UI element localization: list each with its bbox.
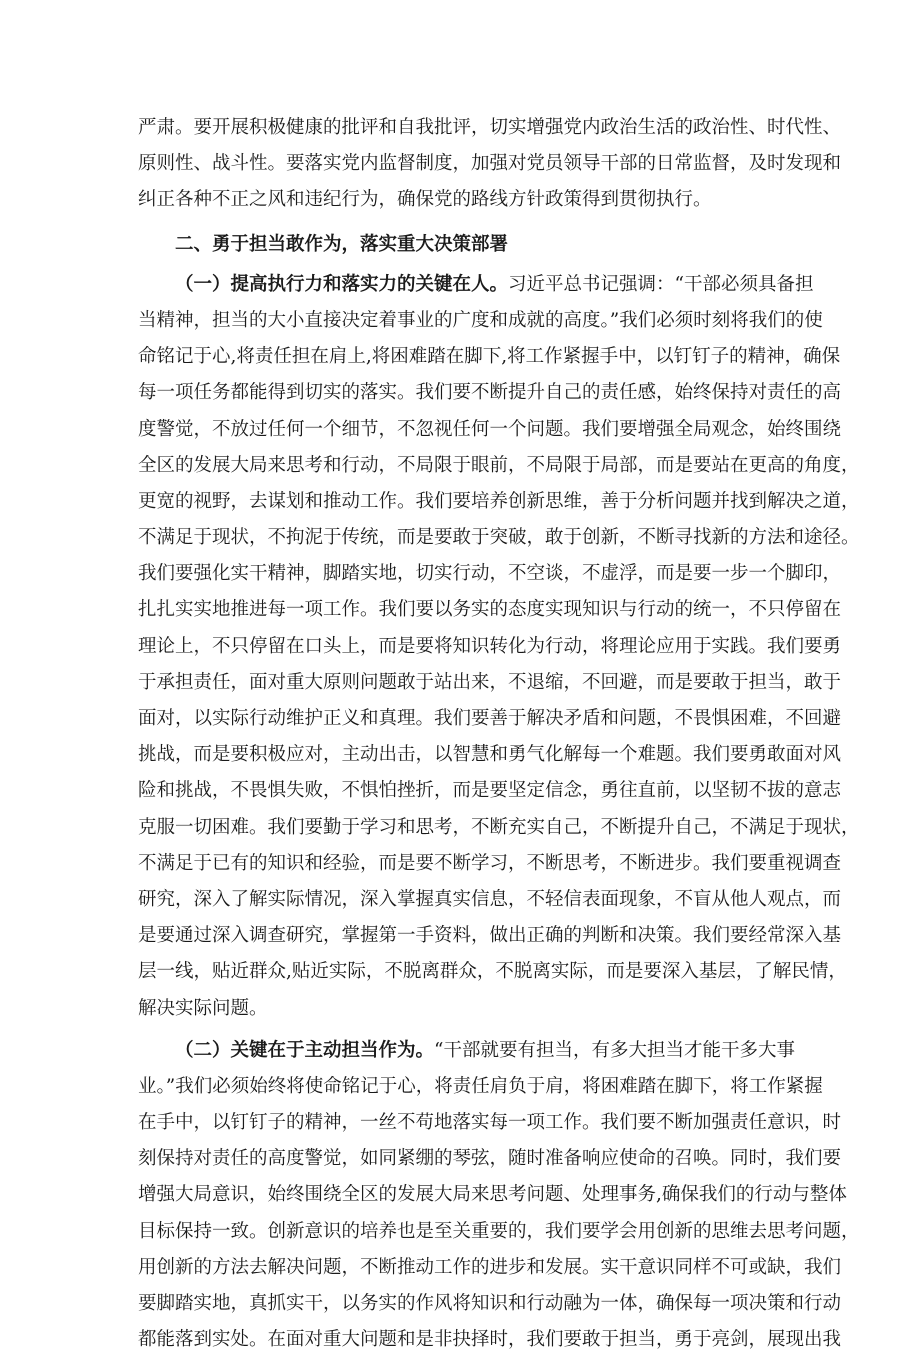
body-text: 习近平总书记强调：“干部必须具备担 [508, 273, 814, 295]
document-page [138, 110, 860, 1358]
body-text-line: 刻保持对责任的高度警觉，如同紧绷的琴弦，随时准备响应使命的召唤。同时，我们要 [138, 1148, 842, 1170]
subsection-first-line [138, 267, 814, 303]
body-text-line: 扎扎实实地推进每一项工作。我们要以务实的态度实现知识与行动的统一，不只停留在 [138, 599, 842, 621]
subsection-label: （一）提高执行力和落实力的关键在人。 [175, 273, 509, 295]
body-text-line: 不满足于现状，不拘泥于传统，而是要敢于突破，敢于创新，不断寻找新的方法和途径。 [138, 527, 860, 549]
body-text-line: 每一项任务都能得到切实的落实。我们要不断提升自己的责任感，始终保持对责任的高 [138, 382, 842, 404]
body-text-line: 增强大局意识，始终围绕全区的发展大局来思考问题、处理事务,确保我们的行动与整体 [138, 1184, 847, 1206]
body-text-line: 于承担责任，面对重大原则问题敢于站出来，不退缩，不回避，而是要敢于担当，敢于 [138, 671, 842, 693]
body-text-line: 我们要强化实干精神，脚踏实地，切实行动，不空谈，不虚浮，而是要一步一个脚印， [138, 563, 842, 585]
body-text-line: 全区的发展大局来思考和行动，不局限于眼前，不局限于局部，而是要站在更高的角度， [138, 454, 860, 476]
body-text-line: 解决实际问题。 [138, 997, 268, 1019]
body-text-line: 度警觉，不放过任何一个细节，不忽视任何一个问题。我们要增强全局观念，始终围绕 [138, 418, 842, 440]
body-text-line: 挑战，而是要积极应对，主动出击，以智慧和勇气化解每一个难题。我们要勇敢面对风 [138, 744, 842, 766]
subsection-label: （二）关键在于主动担当作为。 [175, 1039, 435, 1061]
body-text-line: 纠正各种不正之风和违纪行为，确保党的路线方针政策得到贯彻执行。 [138, 189, 712, 211]
body-text-line: 不满足于已有的知识和经验，而是要不断学习，不断思考，不断进步。我们要重视调查 [138, 852, 842, 874]
body-text-line: 要脚踏实地，真抓实干，以务实的作风将知识和行动融为一体，确保每一项决策和行动 [138, 1293, 842, 1314]
body-text-line: 更宽的视野，去谋划和推动工作。我们要培养创新思维，善于分析问题并找到解决之道， [138, 490, 860, 512]
body-text-line: 克服一切困难。我们要勤于学习和思考，不断充实自己，不断提升自己，不满足于现状， [138, 816, 860, 838]
body-text-line: 面对，以实际行动维护正义和真理。我们要善于解决矛盾和问题，不畏惧困难，不回避 [138, 708, 842, 729]
body-text-line: 在手中，以钉钉子的精神，一丝不苟地落实每一项工作。我们要不断加强责任意识，时 [138, 1112, 842, 1134]
body-text-line: 命铭记于心,将责任担在肩上,将困难踏在脚下,将工作紧握手中，以钉钉子的精神，确保 [138, 346, 841, 368]
subsection-first-line [138, 1033, 795, 1069]
body-text-line: 研究，深入了解实际情况，深入掌握真实信息，不轻信表面现象，不盲从他人观点，而 [138, 888, 842, 910]
body-text-line: 是要通过深入调查研究，掌握第一手资料，做出正确的判断和决策。我们要经常深入基 [138, 925, 842, 947]
body-text-line: 严肃。要开展积极健康的批评和自我批评，切实增强党内政治生活的政治性、时代性、 [138, 117, 842, 138]
body-text: “干部就要有担当，有多大担当才能干多大事 [434, 1039, 795, 1061]
body-text-line: 都能落到实处。在面对重大问题和是非抉择时，我们要敢于担当，勇于亮剑，展现出我 [138, 1329, 842, 1351]
body-text-line: 用创新的方法去解决问题，不断推动工作的进步和发展。实干意识同样不可或缺，我们 [138, 1256, 842, 1278]
body-text-line: 险和挑战，不畏惧失败，不惧怕挫折，而是要坚定信念，勇往直前，以坚韧不拔的意志 [138, 780, 842, 802]
body-text-line: 原则性、战斗性。要落实党内监督制度，加强对党员领导干部的日常监督，及时发现和 [138, 153, 842, 175]
body-text-line: 业。”我们必须始终将使命铭记于心，将责任肩负于肩，将困难踏在脚下，将工作紧握 [138, 1075, 823, 1097]
body-text-line: 当精神，担当的大小直接决定着事业的广度和成就的高度。”我们必须时刻将我们的使 [138, 309, 823, 331]
section-heading: 二、勇于担当敢作为，落实重大决策部署 [175, 233, 509, 255]
body-text-line: 层一线，贴近群众,贴近实际，不脱离群众，不脱离实际，而是要深入基层，了解民情， [138, 961, 847, 983]
body-text-line: 目标保持一致。创新意识的培养也是至关重要的，我们要学会用创新的思维去思考问题， [138, 1220, 860, 1242]
body-text-line: 理论上，不只停留在口头上，而是要将知识转化为行动，将理论应用于实践。我们要勇 [138, 635, 842, 657]
